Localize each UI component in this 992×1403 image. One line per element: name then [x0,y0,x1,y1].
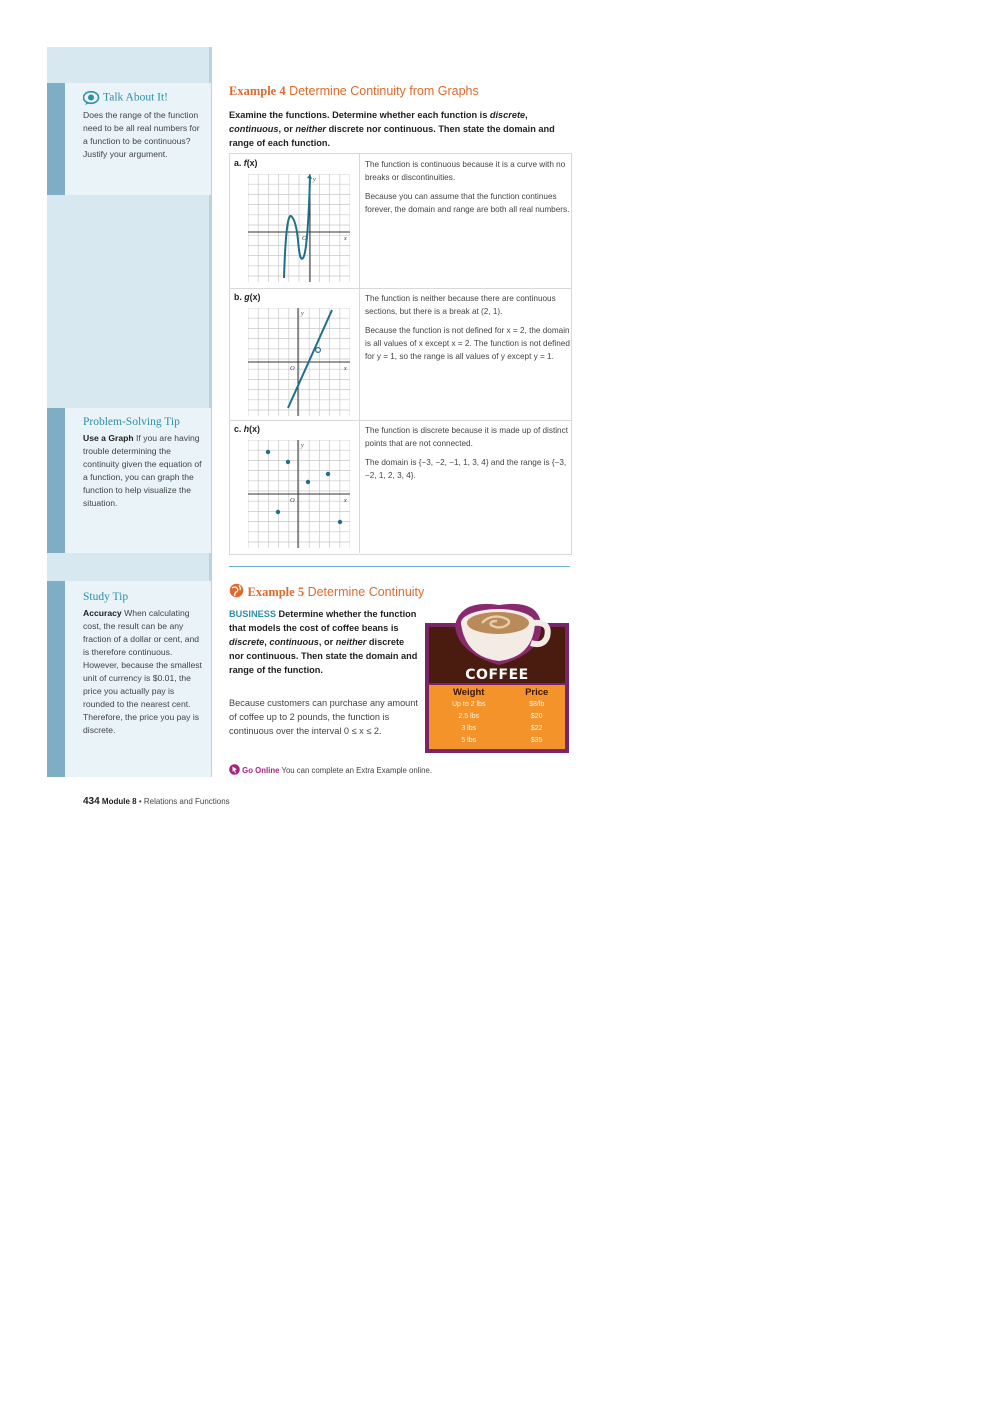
continuity-table [229,153,572,555]
module-label: Module 8 [101,797,137,806]
y-axis-label: y [301,443,304,449]
go-online-link[interactable]: Go Online [242,766,280,775]
globe-icon [229,583,244,598]
row-text: The function is discrete because it is made up of distinct points that are not connected. [365,426,568,448]
y-axis-label: y [301,311,304,317]
example4-intro: Examine the functions. Determine whether each function is discrete, continuous, or neither discrete nor continuous. Then state the domain and range of each function. [229,110,555,148]
go-online-note: Go Online You can complete an Extra Example online. [229,764,432,775]
example4-number: Example 4 [229,84,286,98]
x-axis-label: x [344,236,347,242]
row-text: The domain is {−3, −2, −1, 1, 3, 4} and the range is {−3, −2, 1, 2, 3, 4}. [365,458,567,480]
example5-title: Determine Continuity [304,585,425,599]
origin-label: O [302,235,307,242]
tip-body: If you are having trouble determining the continuity given the equation of a function, you can graph the function to help visualize the situation. [83,433,202,508]
talk-about-it-box [47,83,211,195]
module-title: Relations and Functions [143,797,230,806]
column-header: Weight [452,687,485,698]
data-point [338,520,342,524]
problem-solving-tip-box [47,408,211,553]
box-stripe [47,83,65,195]
example5-heading [229,583,424,600]
row-label: c. h(x) [234,424,260,434]
business-tag: BUSINESS [229,609,276,619]
coffee-sign [425,603,569,753]
curve-arrowhead [307,174,312,179]
section-divider [229,566,570,567]
data-point [266,450,270,454]
example4-heading [229,84,479,99]
table-row [230,420,571,553]
row-label: b. g(x) [234,292,261,302]
talk-title: Talk About It! [103,91,168,104]
row-text: The function is continuous because it is a curve with no breaks or discontinuities. [365,160,566,182]
box-stripe [47,408,65,553]
data-point [286,460,290,464]
table-row: 3 lbs $22 [461,725,543,732]
coffee-cup-icon [447,603,551,669]
table-row: 5 lbs $35 [461,737,543,744]
origin-label: O [290,497,295,504]
data-point [276,510,280,514]
sign-brand: COFFEE [465,667,529,683]
table-row [230,288,571,421]
study-lead: Accuracy [83,608,122,618]
x-axis-label: x [344,366,347,372]
data-point [306,480,310,484]
graph-f [248,174,350,282]
row-text: Because you can assume that the function continues forever, the domain and range are both all real numbers. [365,192,570,214]
origin-label: O [290,365,295,372]
function-curve [284,178,310,278]
study-title: Study Tip [83,591,129,603]
study-tip-box [47,581,211,777]
study-body: When calculating cost, the result can be any fraction of a dollar or cent, and is therefore continuous. However, because the smallest unit of currency is $0.01, the price you actually pay is rounded to the nearest cent. Therefore, the price you pay is discrete. [83,608,202,735]
talk-body: Does the range of the function need to be all real numbers for a function to be continuous? Justify your argument. [83,110,200,159]
column-header: Price [525,687,549,698]
y-axis-label: y [313,177,316,183]
example4-title: Determine Continuity from Graphs [285,84,479,98]
box-stripe [47,581,65,777]
graph-g [248,308,350,416]
page-number: 434 [83,796,100,807]
speech-bubble-icon [83,91,100,105]
page-footer: 434 Module 8 • Relations and Functions [83,796,230,807]
table-row: 2.5 lbs $20 [458,713,543,720]
example5-question: BUSINESS Determine whether the function that models the cost of coffee beans is discrete, continuous, or neither discrete nor continuous. Then state the domain and range of the function. [229,609,418,675]
x-axis-label: x [344,498,347,504]
row-label: a. f(x) [234,158,258,168]
data-point [326,472,330,476]
cursor-icon[interactable] [229,764,240,775]
example5-number: Example 5 [247,585,305,599]
tip-title: Problem-Solving Tip [83,416,180,428]
table-row: Up to 2 lbs $8/lb [451,701,545,708]
row-text: The function is neither because there are continuous sections, but there is a break at (2, 1). [365,294,556,316]
tip-lead: Use a Graph [83,433,134,443]
table-row [230,154,571,289]
example5-answer: Because customers can purchase any amount of coffee up to 2 pounds, the function is continuous over the interval 0 ≤ x ≤ 2. [229,698,418,736]
price-list [429,685,565,749]
graph-h [248,440,350,548]
row-text: Because the function is not defined for x = 2, the domain is all values of x except x = 2. The function is not defined for y = 1, so the range is all values of y except y = 1. [365,326,570,361]
open-point [316,348,321,353]
